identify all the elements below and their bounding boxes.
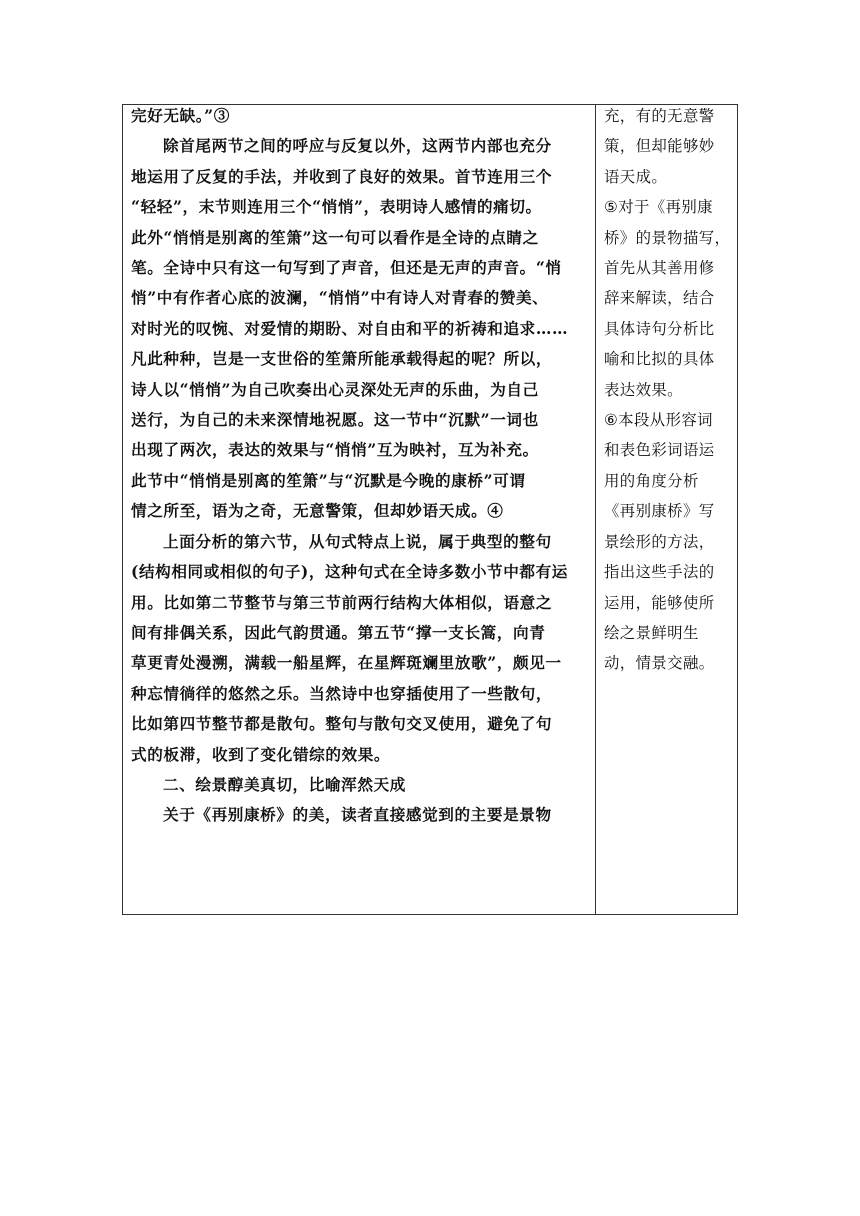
main-line: 情之所至，语为之奇，无意警策，但却妙语天成。④ — [131, 501, 504, 521]
annotation-line: 动，情景交融。 — [604, 654, 715, 673]
annotation-line: 首先从其善用修 — [604, 259, 715, 278]
main-line: 式的板滞，收到了变化错综的效果。 — [131, 744, 391, 764]
main-line: 送行，为自己的未来深情地祝愿。这一节中“沉默”一词也 — [131, 410, 539, 430]
annotation-column — [604, 105, 732, 679]
main-line: 草更青处漫溯，满载一船星辉，在星辉斑斓里放歌”，颇见一 — [131, 653, 562, 673]
annotation-line: ⑤对于《再别康 — [604, 198, 713, 217]
main-line: 完好无缺。”③ — [131, 106, 230, 125]
annotation-line: 运用，能够使所 — [604, 593, 715, 612]
main-line: 种忘情徜徉的悠然之乐。当然诗中也穿插使用了一些散句， — [131, 683, 553, 703]
section-heading: 二、绘景醇美真切，比喻浑然天成 — [163, 774, 406, 794]
main-line: 凡此种种，岂是一支世俗的笙箫所能承载得起的呢？所以， — [131, 349, 553, 369]
annotation-line: 表达效果。 — [604, 380, 683, 399]
annotation-line: 《再别康桥》写 — [604, 502, 715, 521]
main-line: 关于《再别康桥》的美，读者直接感觉到的主要是景物 — [163, 805, 552, 825]
annotation-line: 策，但却能够妙 — [604, 137, 715, 156]
annotation-line: 喻和比拟的具体 — [604, 350, 715, 369]
column-divider — [595, 105, 596, 914]
main-text-column — [131, 105, 589, 831]
annotation-line: 用的角度分析 — [604, 471, 699, 490]
main-line: 间有排偶关系，因此气韵贯通。第五节“撑一支长篙，向青 — [131, 622, 546, 642]
annotation-line: ⑥本段从形容词 — [604, 411, 713, 430]
main-line: 诗人以“悄悄”为自己吹奏出心灵深处无声的乐曲，为自己 — [131, 379, 539, 399]
annotation-line: 绘之景鲜明生 — [604, 623, 699, 642]
annotation-line: 和表色彩词语运 — [604, 441, 715, 460]
main-line: 对时光的叹惋、对爱情的期盼、对自由和平的祈祷和追求…… — [131, 318, 569, 338]
main-line: “轻轻”，末节则连用三个“悄悄”，表明诗人感情的痛切。 — [131, 197, 542, 217]
main-line: 比如第四节整节都是散句。整句与散句交叉使用，避免了句 — [131, 714, 553, 734]
main-line: 用。比如第二节整节与第三节前两行结构大体相似，语意之 — [131, 592, 553, 612]
annotation-line: 具体诗句分析比 — [604, 319, 715, 338]
main-line: 除首尾两节之间的呼应与反复以外，这两节内部也充分 — [163, 136, 552, 156]
main-line: 悄”中有作者心底的波澜，“悄悄”中有诗人对青春的赞美、 — [131, 288, 549, 308]
annotation-line: 景绘形的方法， — [604, 532, 715, 551]
main-line: 地运用了反复的手法，并收到了良好的效果。首节连用三个 — [131, 166, 553, 186]
main-line: 笔。全诗中只有这一句写到了声音，但还是无声的声音。“悄 — [131, 258, 562, 278]
main-line: 此外“悄悄是别离的笙箫”这一句可以看作是全诗的点睛之 — [131, 227, 539, 247]
annotation-line: 指出这些手法的 — [604, 563, 715, 582]
annotation-line: 语天成。 — [604, 167, 668, 186]
main-line: (结构相同或相似的句子)，这种句式在全诗多数小节中都有运 — [131, 562, 568, 582]
main-line: 此节中“悄悄是别离的笙箫”与“沉默是今晚的康桥”可谓 — [131, 470, 526, 490]
annotation-line: 辞来解读，结合 — [604, 289, 715, 308]
main-line: 上面分析的第六节，从句式特点上说，属于典型的整句 — [163, 531, 552, 551]
main-line: 出现了两次，表达的效果与“悄悄”互为映衬，互为补充。 — [131, 440, 539, 460]
document-table — [122, 104, 738, 915]
annotation-line: 充，有的无意警 — [604, 107, 715, 125]
annotation-line: 桥》的景物描写， — [604, 228, 731, 247]
